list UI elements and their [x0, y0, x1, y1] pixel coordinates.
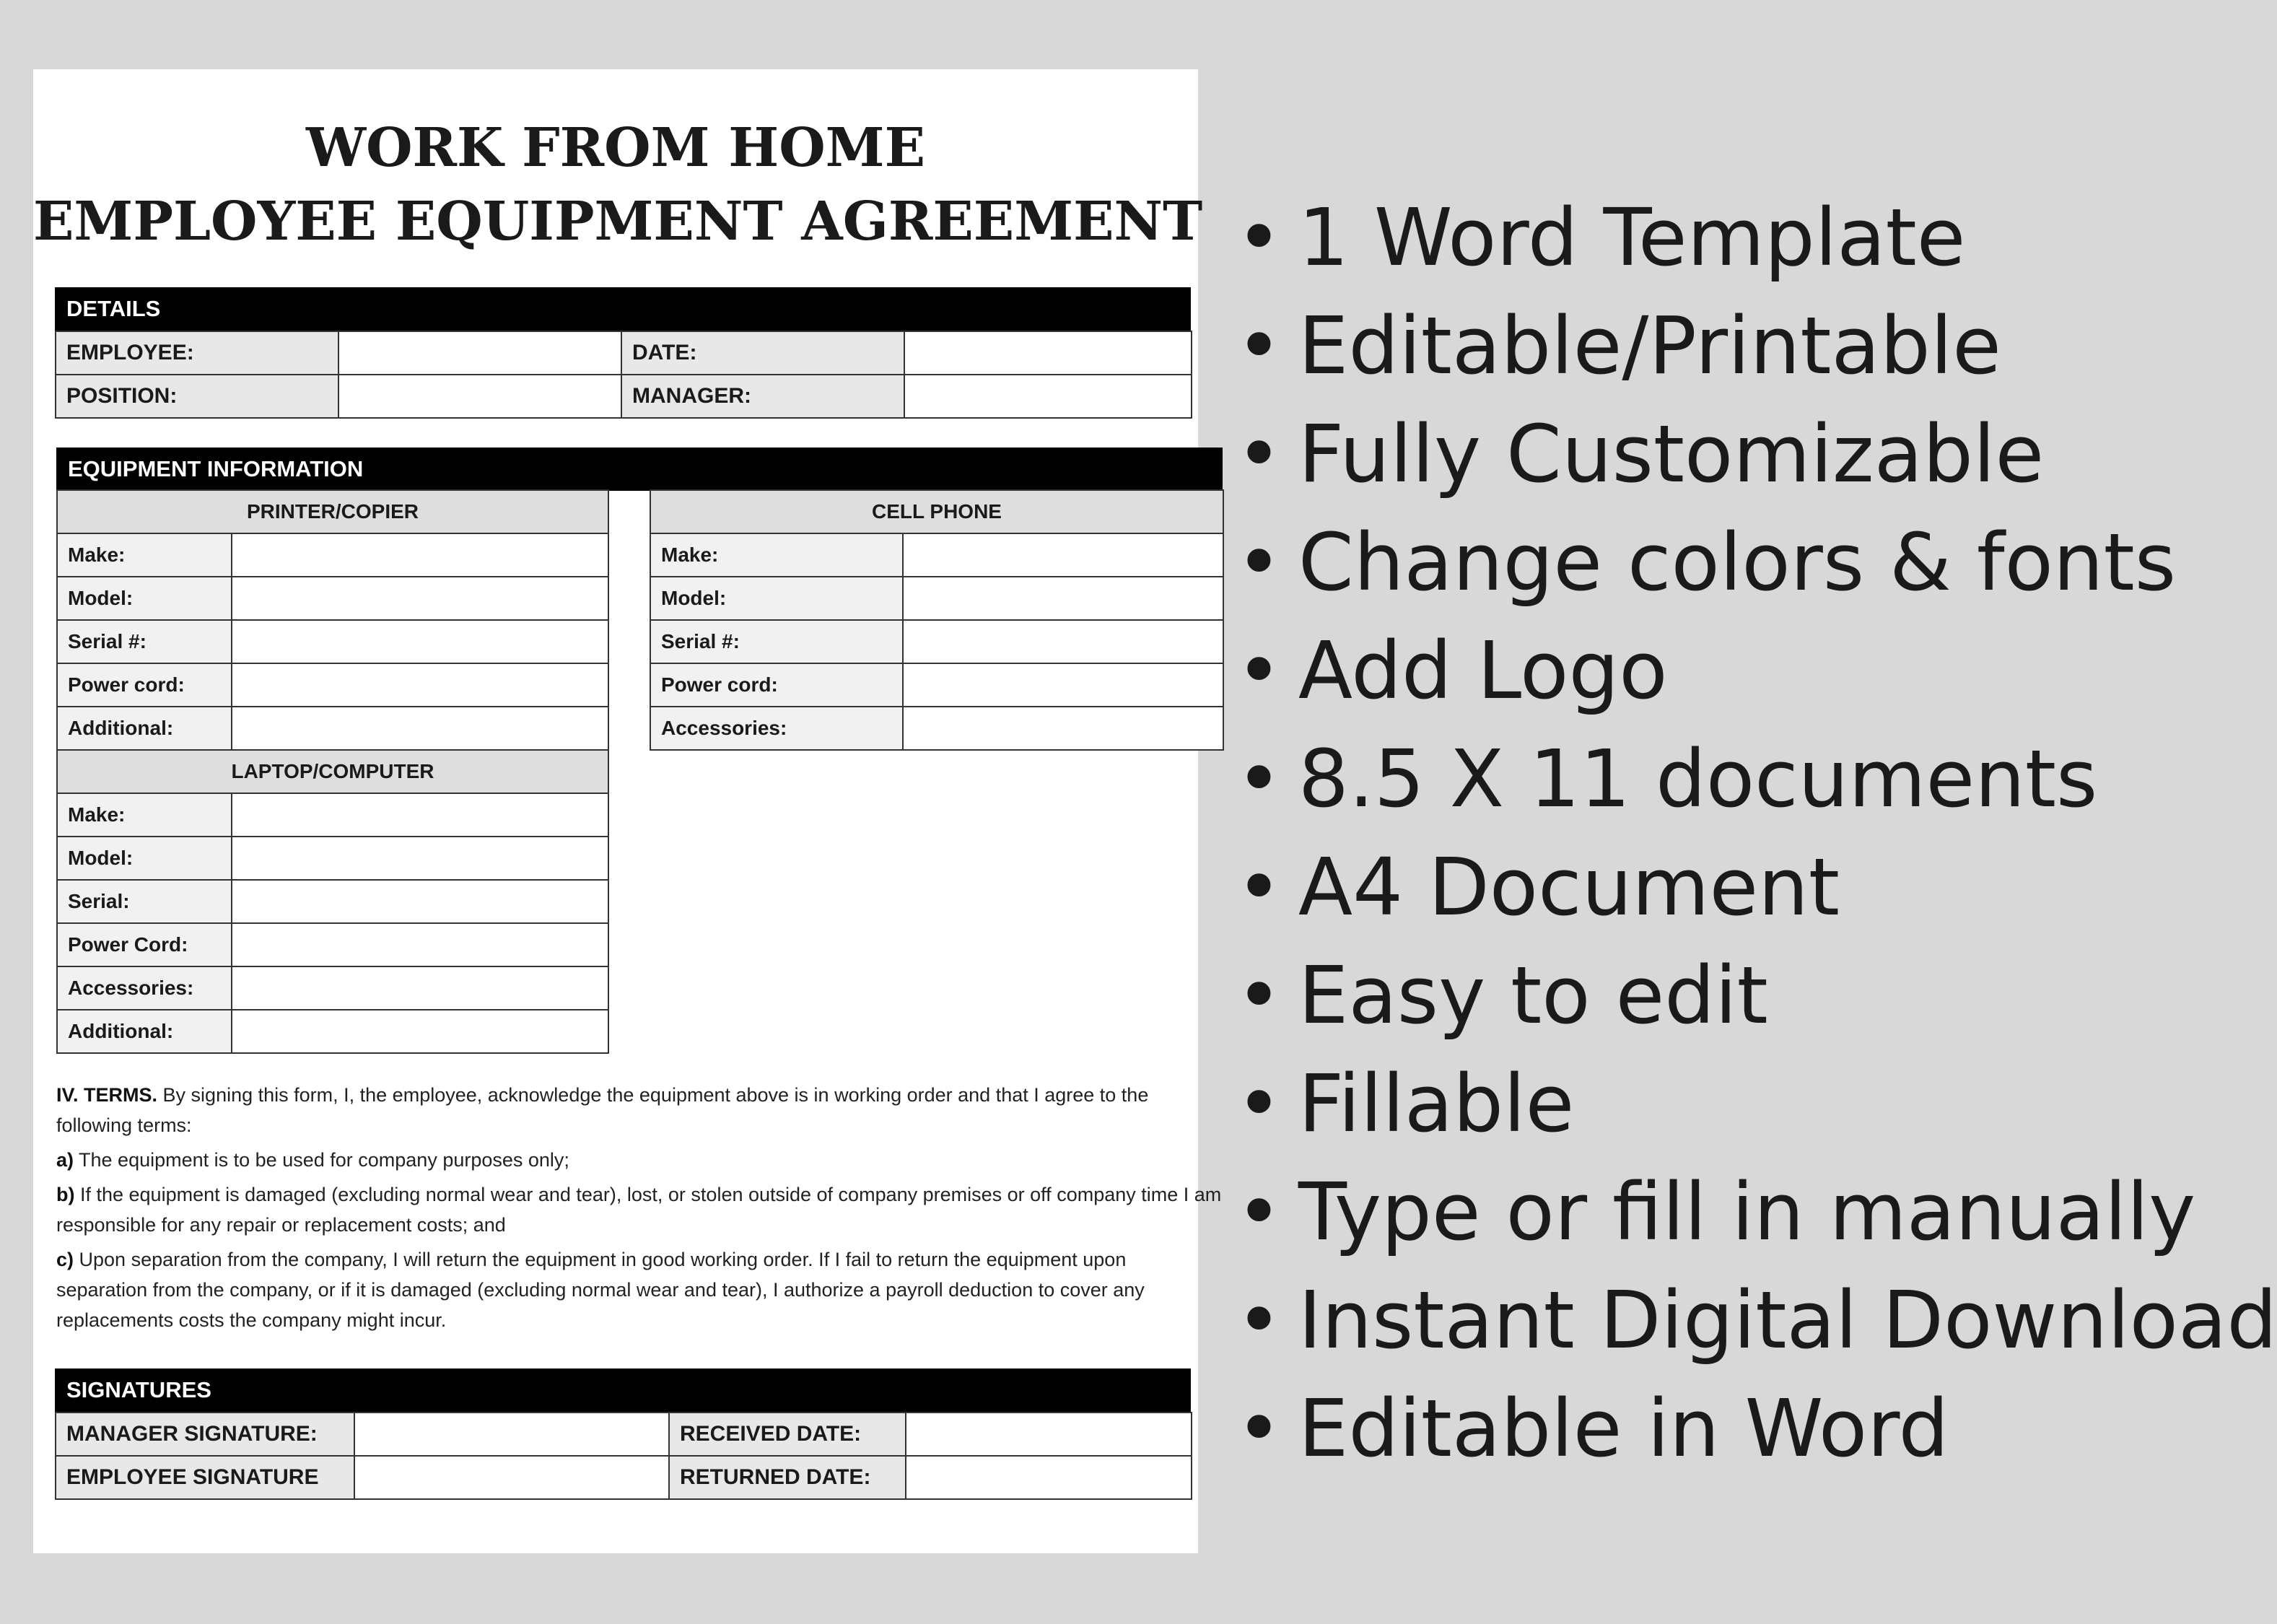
table-row [57, 966, 608, 1010]
manager-label: MANAGER: [621, 375, 904, 418]
table-row [57, 533, 608, 577]
table-row [650, 620, 1223, 663]
feature-item [1236, 508, 2277, 616]
table-row [57, 837, 608, 880]
phone-serial-label: Serial #: [650, 620, 903, 663]
phone-model-label: Model: [650, 577, 903, 620]
printer-power-cord-field[interactable] [232, 663, 608, 707]
feature-item [1236, 1158, 2277, 1266]
bullet-icon: • [1236, 191, 1282, 284]
table-row [650, 533, 1223, 577]
laptop-serial-label: Serial: [57, 880, 232, 923]
terms-item-b [56, 1179, 1222, 1240]
employee-field[interactable] [338, 331, 621, 375]
feature-text: Editable/Printable [1298, 300, 2001, 392]
laptop-make-label: Make: [57, 793, 232, 837]
table-row [650, 707, 1223, 750]
bullet-icon: • [1236, 516, 1282, 608]
bullet-icon: • [1236, 1057, 1282, 1150]
table-row [650, 663, 1223, 707]
employee-signature-label: EMPLOYEE SIGNATURE [56, 1456, 354, 1499]
details-row-2 [56, 375, 1192, 418]
printer-additional-label: Additional: [57, 707, 232, 750]
phone-accessories-label: Accessories: [650, 707, 903, 750]
feature-list [1236, 183, 2277, 1483]
bullet-icon: • [1236, 733, 1282, 825]
feature-item [1236, 183, 2277, 292]
table-row [57, 707, 608, 750]
manager-signature-field[interactable] [354, 1413, 669, 1456]
signatures-row-2 [56, 1456, 1192, 1499]
signatures-row-1 [56, 1413, 1192, 1456]
document-title-line1: WORK FROM HOME [305, 117, 925, 179]
printer-power-cord-label: Power cord: [57, 663, 232, 707]
employee-signature-field[interactable] [354, 1456, 669, 1499]
printer-serial-label: Serial #: [57, 620, 232, 663]
terms-intro-label: IV. TERMS. [56, 1084, 158, 1106]
document-page [33, 69, 1222, 1553]
feature-text: Instant Digital Download [1298, 1274, 2277, 1366]
phone-serial-field[interactable] [903, 620, 1223, 663]
feature-text: Easy to edit [1298, 949, 1768, 1042]
terms-intro [56, 1080, 1222, 1140]
laptop-power-cord-label: Power Cord: [57, 923, 232, 966]
printer-laptop-table [56, 489, 609, 1054]
equipment-header: EQUIPMENT INFORMATION [56, 448, 1223, 491]
laptop-make-field[interactable] [232, 793, 608, 837]
feature-text: Change colors & fonts [1298, 516, 2177, 608]
feature-item [1236, 1266, 2277, 1374]
details-header: DETAILS [55, 287, 1191, 331]
feature-item [1236, 1049, 2277, 1158]
printer-make-label: Make: [57, 533, 232, 577]
table-row [57, 620, 608, 663]
feature-item [1236, 833, 2277, 941]
signatures-table [55, 1412, 1192, 1500]
table-row [57, 880, 608, 923]
signatures-header: SIGNATURES [55, 1368, 1191, 1412]
terms-b-label: b) [56, 1184, 75, 1205]
table-row [57, 793, 608, 837]
printer-model-field[interactable] [232, 577, 608, 620]
table-row [650, 577, 1223, 620]
table-row [57, 663, 608, 707]
laptop-accessories-label: Accessories: [57, 966, 232, 1010]
feature-text: Editable in Word [1298, 1382, 1949, 1475]
bullet-icon: • [1236, 408, 1282, 500]
feature-item [1236, 725, 2277, 833]
laptop-additional-field[interactable] [232, 1010, 608, 1053]
feature-text: Add Logo [1298, 624, 1668, 717]
laptop-power-cord-field[interactable] [232, 923, 608, 966]
received-date-label: RECEIVED DATE: [669, 1413, 906, 1456]
terms-a-text: The equipment is to be used for company purposes only; [74, 1149, 569, 1171]
phone-power-cord-label: Power cord: [650, 663, 903, 707]
returned-date-label: RETURNED DATE: [669, 1456, 906, 1499]
manager-field[interactable] [904, 375, 1192, 418]
bullet-icon: • [1236, 841, 1282, 933]
feature-item [1236, 1374, 2277, 1483]
bullet-icon: • [1236, 300, 1282, 392]
terms-b-text: If the equipment is damaged (excluding normal wear and tear), lost, or stolen outside of company premises or off company time I am responsible for any repair or replacement costs; and [56, 1184, 1222, 1236]
terms-item-c [56, 1244, 1222, 1335]
laptop-model-field[interactable] [232, 837, 608, 880]
laptop-computer-title: LAPTOP/COMPUTER [57, 750, 608, 793]
printer-make-field[interactable] [232, 533, 608, 577]
cell-phone-table [650, 489, 1224, 751]
terms-a-label: a) [56, 1149, 74, 1171]
feature-item [1236, 941, 2277, 1049]
printer-copier-title: PRINTER/COPIER [57, 490, 608, 533]
laptop-serial-field[interactable] [232, 880, 608, 923]
printer-model-label: Model: [57, 577, 232, 620]
feature-text: 1 Word Template [1298, 191, 1966, 284]
phone-make-field[interactable] [903, 533, 1223, 577]
bullet-icon: • [1236, 1166, 1282, 1258]
position-label: POSITION: [56, 375, 338, 418]
laptop-model-label: Model: [57, 837, 232, 880]
cell-phone-title: CELL PHONE [650, 490, 1223, 533]
feature-text: Fully Customizable [1298, 408, 2045, 500]
position-field[interactable] [338, 375, 621, 418]
feature-text: 8.5 X 11 documents [1298, 733, 2098, 825]
terms-c-label: c) [56, 1249, 74, 1270]
feature-item [1236, 400, 2277, 508]
bullet-icon: • [1236, 624, 1282, 717]
phone-accessories-field[interactable] [903, 707, 1223, 750]
terms-item-a [56, 1145, 1222, 1175]
terms-section [56, 1080, 1222, 1340]
terms-intro-text: By signing this form, I, the employee, acknowledge the equipment above is in working order and that I agree to the following terms: [56, 1084, 1149, 1136]
printer-serial-field[interactable] [232, 620, 608, 663]
phone-model-field[interactable] [903, 577, 1223, 620]
manager-signature-label: MANAGER SIGNATURE: [56, 1413, 354, 1456]
employee-label: EMPLOYEE: [56, 331, 338, 375]
document-title-line2: EMPLOYEE EQUIPMENT AGREEMENT [33, 191, 1203, 253]
bullet-icon: • [1236, 949, 1282, 1042]
phone-make-label: Make: [650, 533, 903, 577]
feature-text: Fillable [1298, 1057, 1575, 1150]
received-date-field[interactable] [906, 1413, 1192, 1456]
returned-date-field[interactable] [906, 1456, 1192, 1499]
feature-text: A4 Document [1298, 841, 1840, 933]
terms-c-text: Upon separation from the company, I will return the equipment in good working order. If I fail to return the equipment upon separation from the company, or if it is damaged (excluding normal wear and tear), I authorize a payroll deduction to cover any replacements costs the company might incur. [56, 1249, 1145, 1331]
laptop-accessories-field[interactable] [232, 966, 608, 1010]
date-field[interactable] [904, 331, 1192, 375]
table-row [57, 923, 608, 966]
feature-item [1236, 616, 2277, 725]
feature-text: Type or fill in manually [1298, 1166, 2196, 1258]
date-label: DATE: [621, 331, 904, 375]
details-row-1 [56, 331, 1192, 375]
feature-item [1236, 292, 2277, 400]
bullet-icon: • [1236, 1382, 1282, 1475]
table-row [57, 577, 608, 620]
laptop-additional-label: Additional: [57, 1010, 232, 1053]
details-table [55, 331, 1192, 419]
bullet-icon: • [1236, 1274, 1282, 1366]
phone-power-cord-field[interactable] [903, 663, 1223, 707]
printer-additional-field[interactable] [232, 707, 608, 750]
table-row [57, 1010, 608, 1053]
